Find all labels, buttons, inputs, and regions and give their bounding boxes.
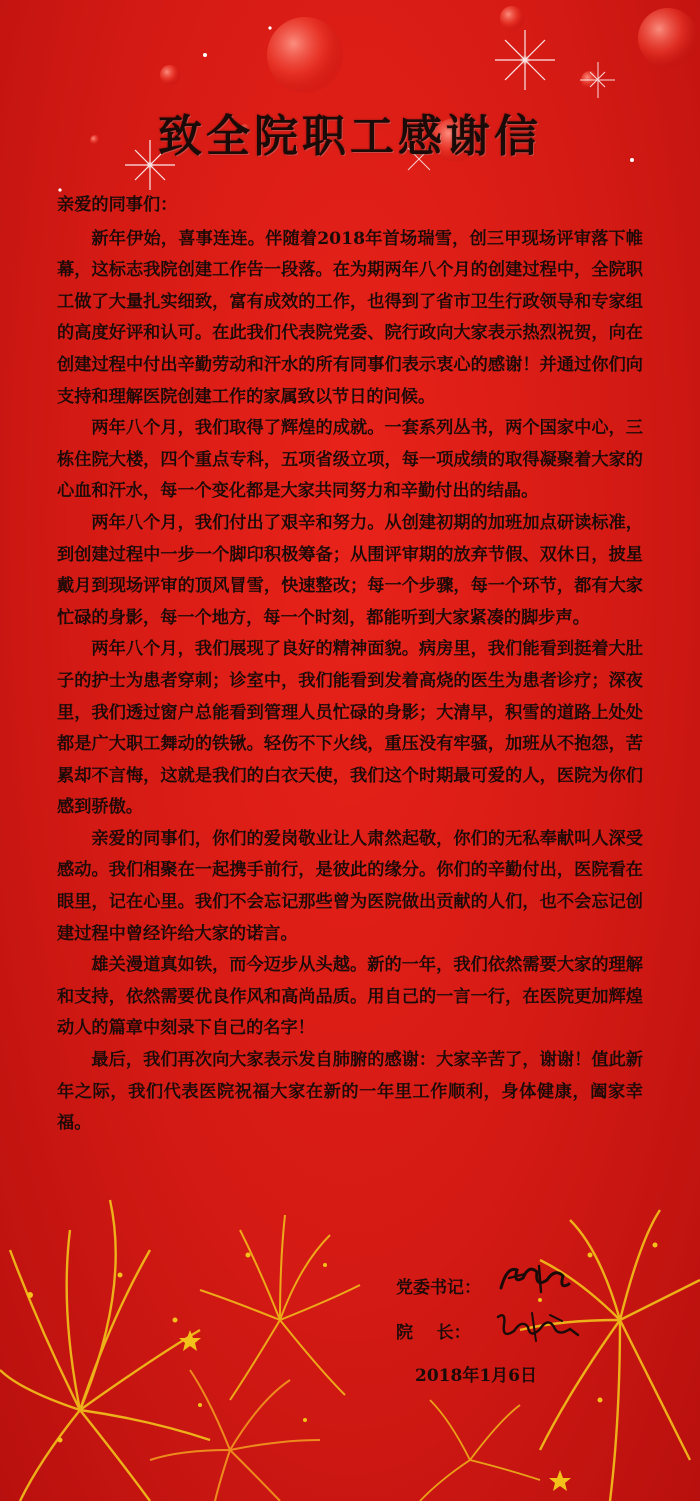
firework-decoration	[150, 1370, 320, 1501]
paragraph: 雄关漫道真如铁，而今迈步从头越。新的一年，我们依然需要大家的理解和支持，依然需要优良作风和高尚品质。用自己的一言一行，在医院更加辉煌动人的篇章中刻录下自己的名字！	[57, 955, 643, 1039]
firework-decoration	[200, 1215, 360, 1400]
bubble-decoration	[638, 8, 698, 68]
bubble-decoration	[267, 17, 343, 93]
bubble-decoration	[160, 65, 180, 85]
paragraph: 两年八个月，我们付出了艰辛和努力。从创建初期的加班加点研读标准，到创建过程中一步一个脚印积极筹备；从围评审期的放弃节假、双休日，披星戴月到现场评审的顶风冒雪，快速整改；每一个步骤，每一个环节，都有大家忙碌的身影，每一个地方，每一个时刻，都能听到大家紧凑的脚步声。	[57, 512, 643, 628]
paragraph: 两年八个月，我们取得了辉煌的成就。一套系列丛书，两个国家中心，三栋住院大楼，四个重点专科，五项省级立项，每一项成绩的取得凝聚着大家的心血和汗水，每一个变化都是大家共同努力和辛勤付出的结晶。	[57, 418, 643, 502]
bubble-decoration	[500, 6, 524, 30]
letter-title: 致全院职工感谢信	[158, 111, 542, 162]
salutation: 亲爱的同事们：	[57, 195, 178, 215]
firework-decoration	[420, 1400, 540, 1501]
star-dot	[203, 53, 207, 57]
paragraph: 最后，我们再次向大家表示发自肺腑的感谢：大家辛苦了，谢谢！值此新年之际，我们代表医院祝福大家在新的一年里工作顺利，身体健康，阖家幸福。	[57, 1050, 643, 1134]
secretary-label: 党委书记：	[396, 1278, 481, 1298]
paragraph: 新年伊始，喜事连连。伴随着2018年首场瑞雪，创三甲现场评审落下帷幕，这标志我院创建工作告一段落。在为期两年八个月的创建过程中，全院职工做了大量扎实细致，富有成效的工作，也得到了省市卫生行政领导和专家组的高度好评和认可。在此我们代表院党委、院行政向大家表示热烈祝贺，向在创建过程中付出辛勤劳动和汗水的所有同事们表示衷心的感谢！并通过你们向支持和理解医院创建工作的家属致以节日的问候。	[57, 228, 643, 407]
letter-date: 2018年1月6日	[415, 1366, 537, 1386]
sparkle-icon	[580, 62, 615, 98]
firework-decoration	[520, 1210, 700, 1501]
president-signature	[492, 1305, 582, 1347]
star-dot	[268, 26, 271, 29]
paragraph: 亲爱的同事们，你们的爱岗敬业让人肃然起敬，你们的无私奉献叫人深受感动。我们相聚在一起携手前行，是彼此的缘分。你们的辛勤付出，医院看在眼里，记在心里。我们不会忘记那些曾为医院做出贡献的人们，也不会忘记创建过程中曾经许给大家的诺言。	[57, 828, 643, 944]
letter-body	[57, 190, 643, 1140]
firework-decoration	[0, 1200, 210, 1501]
sparkle-icon	[495, 30, 555, 90]
president-label: 院 长：	[396, 1323, 471, 1343]
paragraph: 两年八个月，我们展现了良好的精神面貌。病房里，我们能看到挺着大肚子的护士为患者穿刺；诊室中，我们能看到发着高烧的医生为患者诊疗；深夜里，我们透过窗户总能看到管理人员忙碌的身影；大清早，积雪的道路上处处都是广大职工舞动的铁锹。轻伤不下火线，重压没有牢骚，加班从不抱怨，苦累却不言悔，这就是我们的白衣天使，我们这个时期最可爱的人，医院为你们感到骄傲。	[57, 639, 643, 818]
secretary-signature	[495, 1258, 575, 1300]
